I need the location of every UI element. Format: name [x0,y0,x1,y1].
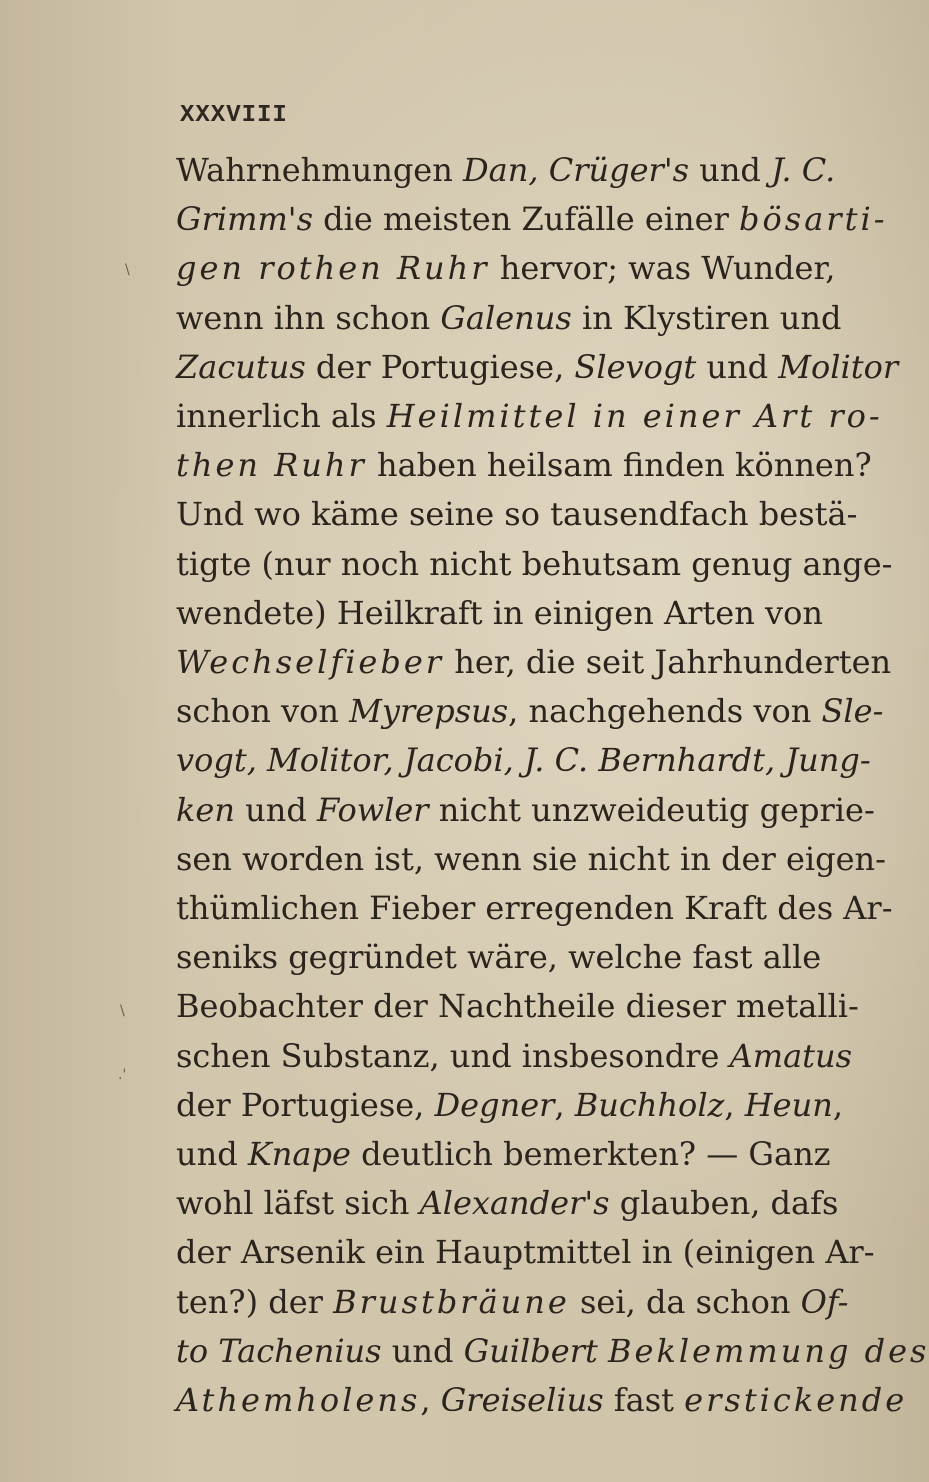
text-segment: , [554,1085,575,1124]
text-segment: innerlich als [176,397,387,435]
text-segment: der Portugiese, [176,1085,435,1124]
text-segment: Beklemmung des [608,1331,929,1370]
text-segment: Dan, Crüger's [463,151,690,189]
text-line [176,396,883,436]
text-segment: glauben, dafs [609,1184,839,1223]
text-line [176,445,872,485]
text-segment: Slevogt [574,347,697,386]
text-line [176,1036,852,1076]
text-segment: Buchholz [574,1085,725,1124]
page-number: XXXVIII [180,102,288,129]
text-segment: Amatus [729,1036,853,1075]
text-segment: then Ruhr [176,446,367,485]
text-line [176,347,898,387]
text-line [176,839,886,879]
text-segment: der Arsenik ein Hauptmittel in (einigen Ar- [176,1233,875,1272]
text-segment: schen Substanz, und insbesondre [176,1036,730,1075]
text-segment: hervor; was Wunder, [489,249,836,288]
text-line [176,1085,843,1125]
text-line [176,199,888,239]
text-line [176,1134,831,1174]
text-line [176,298,841,338]
text-line [176,593,823,633]
text-segment: gen rothen Ruhr [176,249,490,288]
text-segment: Molitor [778,347,899,386]
text-line [176,150,835,190]
text-line [176,248,835,288]
text-segment: J. C. [771,151,836,189]
text-segment: wenn ihn schon [176,298,441,337]
text-line [176,790,875,830]
text-segment: und [176,1135,248,1173]
margin-mark: \ [125,262,130,278]
text-segment: Beobachter der Nachtheile dieser metalli- [176,987,859,1026]
text-line [176,494,857,534]
text-segment: Heilmittel in einer Art ro- [386,397,883,435]
text-segment: Degner [434,1085,555,1124]
text-segment: Alexander's [419,1184,610,1223]
margin-mark: \ [120,1003,125,1019]
text-segment: Guilbert [463,1331,598,1370]
text-segment: wohl läfst sich [176,1184,420,1223]
text-segment: Greiselius [440,1381,604,1419]
text-segment: schon von [176,692,350,731]
text-segment: , [832,1085,843,1124]
text-line [176,1380,907,1420]
text-line [176,1183,838,1223]
text-segment: nicht unzweideutig geprie- [428,790,875,829]
text-segment: Of- [800,1282,849,1321]
text-segment: und [696,347,779,386]
text-segment: Athemholens [176,1381,421,1419]
text-line [176,642,891,682]
text-segment: vogt, Molitor, Jacobi, J. C. Bernhardt, Jung- [176,741,871,780]
text-line [176,1282,848,1322]
text-segment: sei, da schon [569,1282,801,1321]
text-segment: Sle- [821,692,884,731]
text-segment: und [381,1331,464,1370]
text-segment: der Portugiese, [305,347,575,386]
text-segment: her, die seit Jahrhunderten [444,643,892,681]
text-segment: thümlichen Fieber erregenden Kraft des Ar- [176,889,893,927]
text-segment: Und wo käme seine so tausendfach bestä- [176,495,858,534]
text-segment: seniks gegründet wäre, welche fast alle [176,938,822,977]
text-segment: ten?) der [176,1282,334,1321]
text-segment: , [420,1381,441,1419]
text-segment: die meisten Zufälle einer [313,200,740,239]
text-segment: Brustbräune [333,1282,570,1321]
text-segment: fast [603,1381,685,1419]
text-line [176,986,859,1026]
text-segment: haben heilsam finden können? [366,446,872,485]
text-segment: Knape [247,1135,351,1173]
text-line [176,888,893,928]
text-segment: Myrepsus [349,692,509,731]
text-segment: Zacutus [176,347,306,386]
text-segment: Heun [744,1085,833,1124]
text-line [176,691,883,731]
text-segment: tigte (nur noch nicht behutsam genug ange- [176,544,893,583]
margin-mark: .' [118,1067,127,1083]
text-segment: und [234,790,317,829]
text-segment [598,1332,608,1370]
text-segment: bösarti- [739,200,888,239]
text-segment: Fowler [316,790,429,829]
text-segment: Grimm's [176,200,313,239]
text-segment: , [724,1085,745,1124]
text-segment: in Klystiren und [571,298,842,337]
text-line [176,544,892,584]
text-segment: deutlich bemerkten? — Ganz [350,1135,831,1173]
text-segment: Wechselfieber [176,643,445,681]
text-line [176,1232,875,1272]
text-segment: Wahrnehmungen [176,151,464,189]
text-segment: wendete) Heilkraft in einigen Arten von [176,593,823,632]
text-line [176,937,821,977]
text-segment: erstickende [684,1381,908,1419]
text-line [176,1331,929,1371]
text-segment: , nachgehends von [508,692,822,731]
text-line [176,740,871,780]
text-segment: Galenus [440,298,572,337]
text-segment: to Tachenius [176,1331,382,1370]
text-segment: und [689,151,772,189]
text-segment: sen worden ist, wenn sie nicht in der eigen- [176,839,886,878]
text-segment: ken [176,790,235,829]
